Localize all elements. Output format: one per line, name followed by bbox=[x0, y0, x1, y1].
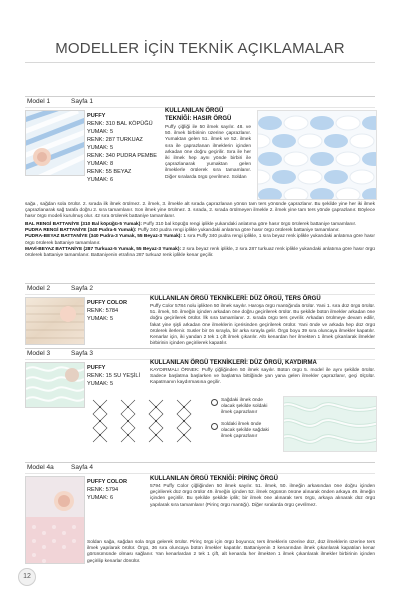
model-2-yarn-info bbox=[87, 299, 147, 323]
variant-note bbox=[25, 247, 375, 259]
page-ref: Sayfa 1 bbox=[71, 98, 94, 105]
model-1-description-continued: sağa , sağdan sola örülür. 2. sırada ilk ilmek örülmez. 2. ilmek, 3. ilmekle alt sırada çaprazlanan yönün tam ters yönünde çaprazlanır. Bu şekilde yine her iki ilmek çaprazlanarak sağ tarafa doğru 2. sıra tamamlanır. Son ilmek yine örülmez. 3. sırada, 2. sırada örülmeyen ilmekle 2. ilmek yine tam ters yönde çaprazlanır. Böylece hasır örgü modeli kurulmuş olur. 42 sıra örülerek battaniye tamamlanır. bbox=[25, 202, 375, 220]
model-3-header bbox=[25, 348, 375, 360]
model-4a-section bbox=[25, 462, 375, 582]
yarn-line: RENK: 287 TURKUAZ bbox=[87, 137, 143, 143]
model-4a-description: 5794 Puffy Color çiğliğinden 50 ilmek sayılır. 51. ilmek, 50. ilmeğin arkasından öne doğru içinden geçirilerek düz örgü örülür 49. ilmeğin içinden 52. ilmek örgünün önüne alınarak önden arkaya 49. ilmeğin içinden geçirilir. Bu şekilde şekilde iplik; bir ilmek öne alınarak ters örgü, arkaya alınarak düz örgü yapılarak sıra tamamlanır (Pirinç örgü mantığı). Diğer sıralarda örgü çevrilmez. bbox=[150, 484, 375, 508]
variant-note-text: Puffy 340 pudra rengi iplikle yukarıdaki anlatıma göre hasır örgü örülerek battaniye tamamlanır. bbox=[137, 228, 340, 234]
model-1-variant-notes bbox=[25, 222, 375, 259]
yarn-line: PUFFY bbox=[87, 365, 106, 371]
yarn-line: YUMAK: 6 bbox=[87, 495, 114, 501]
page-number: 12 bbox=[18, 568, 36, 586]
page-ref: Sayfa 3 bbox=[71, 350, 94, 357]
model-4a-header bbox=[25, 462, 375, 474]
yarn-line: YUMAK: 5 bbox=[87, 381, 114, 387]
model-1-yarn-info bbox=[87, 112, 157, 184]
variant-note-label: BAL RENGİ BATTANİYE (310 Bal köpüğü-5 Yumak): bbox=[25, 222, 142, 227]
model-1-description: Puffy çiğliği ile 50 ilmek sayılır. 48. ve 50. ilmek birbirinin üzerine çaprazlanır. Yumaktan gelen 51. ilmek ve 52. ilmek sıra ile çaprazlanan ilmeklerin içinden arkadan öne doğru geçirilir. Sıra ile her iki ilmek hep aynı yönde birbiri ile çaprazlanarak yumaktan gelen ilmeklerle örülerek sıra tamamlanır. Diğer sıralarda örgü çevrilmez. Soldan bbox=[165, 125, 251, 180]
yarn-line: RENK: 5784 bbox=[87, 308, 119, 314]
model-4a-description-continued: Soldan sağa, sağdan sola örgü gelerek örülür. Pirinç örgü için örgü boyunca; ters ilmeklerin üzerine düz, düz ilmeklerin üzerine ters ilmek yapılarak örülür. Örgü, 36 sıra oluncaya bütün ilmekler kapatılır. Battaniyenin 3 kenarından ilmek çıkarılarak kapatılan kenar görünümünde olması sağlanır. Yan kenarlardan 2 tek 1 çift, alt kenarda her ilmekten 1 ilmek çıkarılarak ilmekler birbirinin içinden geçirilip kenarlar dönülür. bbox=[87, 540, 375, 564]
yarn-line: YUMAK: 5 bbox=[87, 129, 114, 135]
model-label: Model 3 bbox=[27, 350, 51, 357]
yarn-line: RENK: 15 SU YEŞİLİ bbox=[87, 373, 141, 379]
page-ref: Sayfa 2 bbox=[71, 285, 94, 292]
cross-right-icon bbox=[211, 399, 218, 406]
legend-row bbox=[211, 422, 281, 440]
stitch-legend bbox=[211, 398, 281, 440]
model-4a-yarn-info bbox=[87, 478, 147, 502]
yarn-line: RENK: 5794 bbox=[87, 487, 119, 493]
variant-note-text: 1 sıra Puffy 340 pudra rengi iplikle, 1 sıra beyaz renk iplikle yukarıdaki anlatıma göre hasır örgü örülerek battaniye tamamlanır. bbox=[25, 234, 375, 246]
variant-note-text: Puffy 310 bal köpüğü rengi iplikle yukarıdaki anlatıma göre hasır örgü örülerek battaniye tamamlanır. bbox=[143, 222, 357, 227]
yarn-line: PUFFY COLOR bbox=[87, 300, 127, 306]
page-title: MODELLER İÇİN TEKNİK AÇIKLAMALAR bbox=[55, 40, 345, 57]
model-2-description: Puffy Color 5784 nolu iplikten 50 ilmek sayılır. Haroşa örgü mantığında örülür. Yani 1. sıra düz örgü örülür. 51. ilmek, 50. ilmeğin içinden arkadan öne doğru geçirilerek örülür. Bu şekilde bütün ilmekler arkadan öne doğru geçirilerek örülür. İlk sıra tamamlanır. 2. sırada örgü ters çevrilir. Arkadan örülmeye devam edilir, fakat yine şişli arkadan öne ilmeklerin içerisinden geçirilerek örülür. Yani önde ve arkada hep düz örgü örülerek ilerlenir. Susler bir ön sırayla, bir arka sırayla gelir. Örgü boyu 39 sıra oluncaya ilmekler kapatılır. Kenarlar için, iki yandan 2 tek 1 çift ilmek çıkarılır. Altı kenardan her ilmekten 1 ilmek çıkarılarak ilmekler birbirinin içinden geçirilerek kapatılır. bbox=[150, 304, 375, 347]
model-4a-blanket-photo bbox=[25, 476, 85, 564]
legend-text: Sağdaki ilmek önde olacak şekilde soldaki ilmek çaprazlanır bbox=[221, 398, 268, 415]
model-1-stitch-closeup bbox=[257, 110, 377, 200]
model-1-technique-title: KULLANILAN ÖRGÜ TEKNİĞİ: HASIR ÖRGÜ bbox=[165, 108, 232, 122]
yarn-line: YUMAK: 5 bbox=[87, 316, 114, 322]
variant-note-label: PUDRA-BEYAZ BATTANİYE (340 Pudra-3 Yumak, 55 Beyaz-3 Yumak): bbox=[25, 234, 182, 240]
title-divider bbox=[25, 62, 375, 63]
model-3-stitch-closeup bbox=[283, 396, 377, 452]
yarn-line: RENK: 55 BEYAZ bbox=[87, 169, 132, 175]
model-label: Model 1 bbox=[27, 98, 51, 105]
model-label: Model 4a bbox=[27, 464, 54, 471]
stitch-chart bbox=[87, 396, 205, 450]
model-2-header bbox=[25, 283, 375, 295]
model-1-section bbox=[25, 96, 375, 266]
variant-note-label: MAVİ-BEYAZ BATTANİYE (287 Turkuaz-5 Yumak, 55 Beyaz-3 Yumak): bbox=[25, 246, 182, 252]
yarn-line: RENK: 310 BAL KÖPÜĞÜ bbox=[87, 121, 153, 127]
variant-note-label: PUDRA RENGİ BATTANİYE (340 Pudra-5 Yumak): bbox=[25, 228, 137, 234]
model-2-blanket-photo bbox=[25, 297, 85, 345]
model-3-blanket-photo bbox=[25, 362, 85, 408]
yarn-line: YUMAK: 5 bbox=[87, 145, 114, 151]
yarn-line: YUMAK: 8 bbox=[87, 161, 114, 167]
page-ref: Sayfa 4 bbox=[71, 464, 94, 471]
legend-text: Soldaki ilmek önde olacak şekilde sağdaki ilmek çaprazlanır bbox=[221, 422, 269, 439]
variant-note-text: 2 sıra beyaz renk iplikle, 2 sıra 287 turkuaz renk iplikle yukarıdaki anlatıma göre hasır örgü örülerek battaniye tamamlanır. Battaniyenin etrafına 287 turkuaz renk iplikle kenar geçilir. bbox=[25, 246, 375, 259]
yarn-line: PUFFY COLOR bbox=[87, 479, 127, 485]
model-2-technique-title: KULLANILAN ÖRGÜ TEKNİKLERİ: DÜZ ÖRGÜ, TERS ÖRGÜ bbox=[150, 296, 321, 302]
model-3-technique-title: KULLANILAN ÖRGÜ TEKNİKLERİ: DÜZ ÖRGÜ, KAYDIRMA bbox=[150, 360, 317, 366]
yarn-line: RENK: 340 PUDRA PEMBE bbox=[87, 153, 157, 159]
model-label: Model 2 bbox=[27, 285, 51, 292]
model-1-blanket-photo bbox=[25, 110, 85, 176]
model-3-section bbox=[25, 348, 375, 448]
model-4a-technique-title: KULLANILAN ÖRGÜ TEKNİĞİ: PİRİNÇ ÖRGÜ bbox=[150, 476, 278, 482]
model-2-section bbox=[25, 283, 375, 347]
yarn-line: YUMAK: 6 bbox=[87, 177, 114, 183]
model-1-header bbox=[25, 96, 375, 108]
model-3-yarn-info bbox=[87, 364, 147, 388]
legend-row bbox=[211, 398, 281, 416]
variant-note bbox=[25, 234, 375, 246]
yarn-line: PUFFY bbox=[87, 113, 106, 119]
cross-left-icon bbox=[211, 423, 218, 430]
model-3-description: KAYDIRMALI ÖRNEK: Puffy çiğliğinden 50 ilmek sayılır. Bütün örgü 5. model ile aynı şekilde örülür. Sadece başlatma başlarken ve başlatma bittiğinde yan yana gelen ilmekler çaprazlanır, geçi ölçülür. Kapatmanın kaydırmasına geçilir. bbox=[150, 368, 375, 386]
